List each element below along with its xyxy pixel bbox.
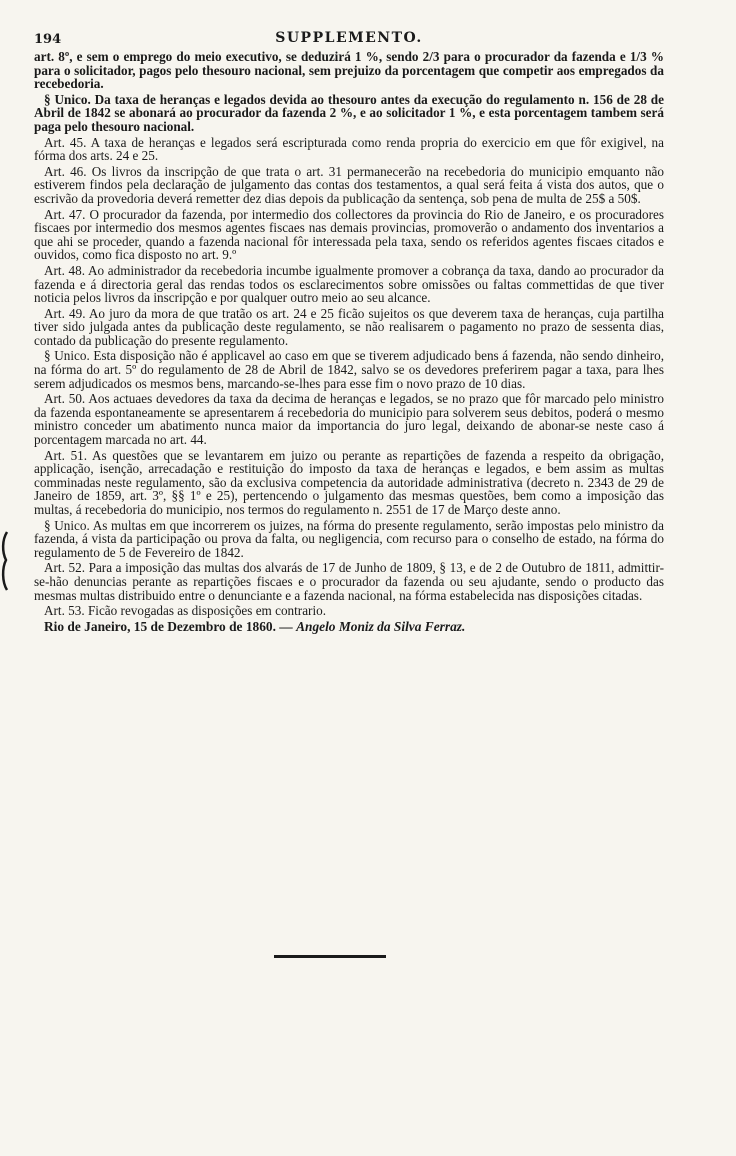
- regulation-text: [34, 50, 664, 635]
- signature-place-date: Rio de Janeiro, 15 de Dezembro de 1860. —: [44, 618, 293, 634]
- article-52: Art. 52. Para a imposição das multas dos alvarás de 17 de Junho de 1809, § 13, e de 2 de Outubro de 1811, admittir-se-hão denuncias perante as repartições fiscaes e o procurador da fazenda ou seu ajudante, sendo o producto das mesmas multas distribuido entre o denunciante e a fazenda nacional, na fórma estabelecida nas disposições citadas.: [34, 560, 664, 603]
- paragraph-unico-44: § Unico. Da taxa de heranças e legados devida ao thesouro antes da execução do regulamento n. 156 de 28 de Abril de 1842 se abonará ao procurador da fazenda 2 %, e ao solicitador 1 %, e esta porcentagem tambem será paga pelo thesouro nacional.: [34, 91, 664, 134]
- signature-signer: Angelo Moniz da Silva Ferraz.: [296, 618, 466, 634]
- signature-line: [34, 620, 664, 634]
- article-50: Art. 50. Aos actuaes devedores da taxa da decima de heranças e legados, se no prazo que fôr marcado pelo ministro da fazenda espontaneamente se apresentarem á recebedoria do municipio para solverem seus debitos, poderá o mesmo ministro conceder um abatimento nunca maior da importancia do juro legal, deixando de abonar-se neste caso á porcentagem marcada no art. 44.: [34, 391, 664, 448]
- running-title: SUPPLEMENTO.: [275, 30, 423, 46]
- article-46: Art. 46. Os livros da inscripção de que trata o art. 31 permanecerão na recebedoria do municipio emquanto não estiverem findos pela declaração de julgamento das contas dos testamentos, a qual será feita á vista dos autos, que o escrivão da provedoria deverá remetter dez dias depois da publicação da sentença, sob pena de multa de 25$ a 50$.: [34, 163, 664, 206]
- paragraph-unico-49: § Unico. Esta disposição não é applicavel ao caso em que se tiverem adjudicado bens á fazenda, não sendo dinheiro, na fórma do art. 5º do regulamento de 28 de Abril de 1842, salvo se os devedores preferirem pagar a taxa, para lhes serem adjudicados os mesmos bens, marcando-se-lhes para esse fim o novo prazo de 10 dias.: [34, 348, 664, 391]
- page-number: 194: [34, 32, 62, 47]
- article-45: Art. 45. A taxa de heranças e legados será escripturada como renda propria do exercicio em que fôr exigivel, na fórma dos arts. 24 e 25.: [34, 134, 664, 164]
- paragraph-continuation: art. 8º, e sem o emprego do meio executivo, se deduzirá 1 %, sendo 2/3 para o procurador da fazenda e 1/3 % para o solicitador, pagos pelo thesouro nacional, sem prejuizo da porcentagem que competir aos empregados da recebedoria.: [34, 49, 664, 92]
- article-49: Art. 49. Ao juro da mora de que tratão os art. 24 e 25 ficão sujeitos os que deverem taxa de heranças, cuja partilha tiver sido julgada antes da publicação deste regulamento, se não realisarem o pagamento no prazo de sessenta dias, contado da publicação do presente regulamento.: [34, 305, 664, 348]
- article-53: Art. 53. Ficão revogadas as disposições em contrario.: [44, 603, 326, 619]
- article-48: Art. 48. Ao administrador da recebedoria incumbe igualmente promover a cobrança da taxa, dando ao procurador da fazenda e á directoria geral das rendas todos os esclarecimentos sobre omissões ou faltas commettidas de que tiver noticia pelos livros da inscripção e por qualquer outro meio ao seu alcance.: [34, 262, 664, 306]
- article-51: Art. 51. As questões que se levantarem em juizo ou perante as repartições de fazenda a respeito da obrigação, applicação, isenção, arrecadação e restituição do imposto da taxa de heranças e legados, e bem assim as multas comminadas neste regulamento, são da exclusiva competencia da autoridade administrativa (decreto n. 2343 de 29 de Janeiro de 1859, art. 3º, §§ 1º e 25), pertencendo o julgamento das mesmas questões, bem como a imposição das multas, á recebedoria do municipio, nos termos do regulamento n. 2551 de 17 de Março deste anno.: [34, 447, 664, 517]
- article-47: Art. 47. O procurador da fazenda, por intermedio dos collectores da provincia do Rio de Janeiro, e os procuradores fiscaes por intermedio dos mesmos agentes fiscaes nas demais provincias, promoverão o andamento dos inventarios a que ahi se proceder, quando a fazenda nacional fôr interessada pela taxa, sendo os referidos agentes fiscaes citados e ouvidos, como fica disposto no art. 9.º: [34, 206, 664, 263]
- closing-rule: [274, 955, 386, 958]
- paragraph-unico-51: § Unico. As multas em que incorrerem os juizes, na fórma do presente regulamento, serão impostas pelo ministro da fazenda, á vista da participação ou prova da falta, ou negligencia, com recurso para o conselho de estado, na fórma do regulamento de 5 de Fevereiro de 1842.: [34, 517, 664, 560]
- margin-bracket-mark: [0, 530, 10, 592]
